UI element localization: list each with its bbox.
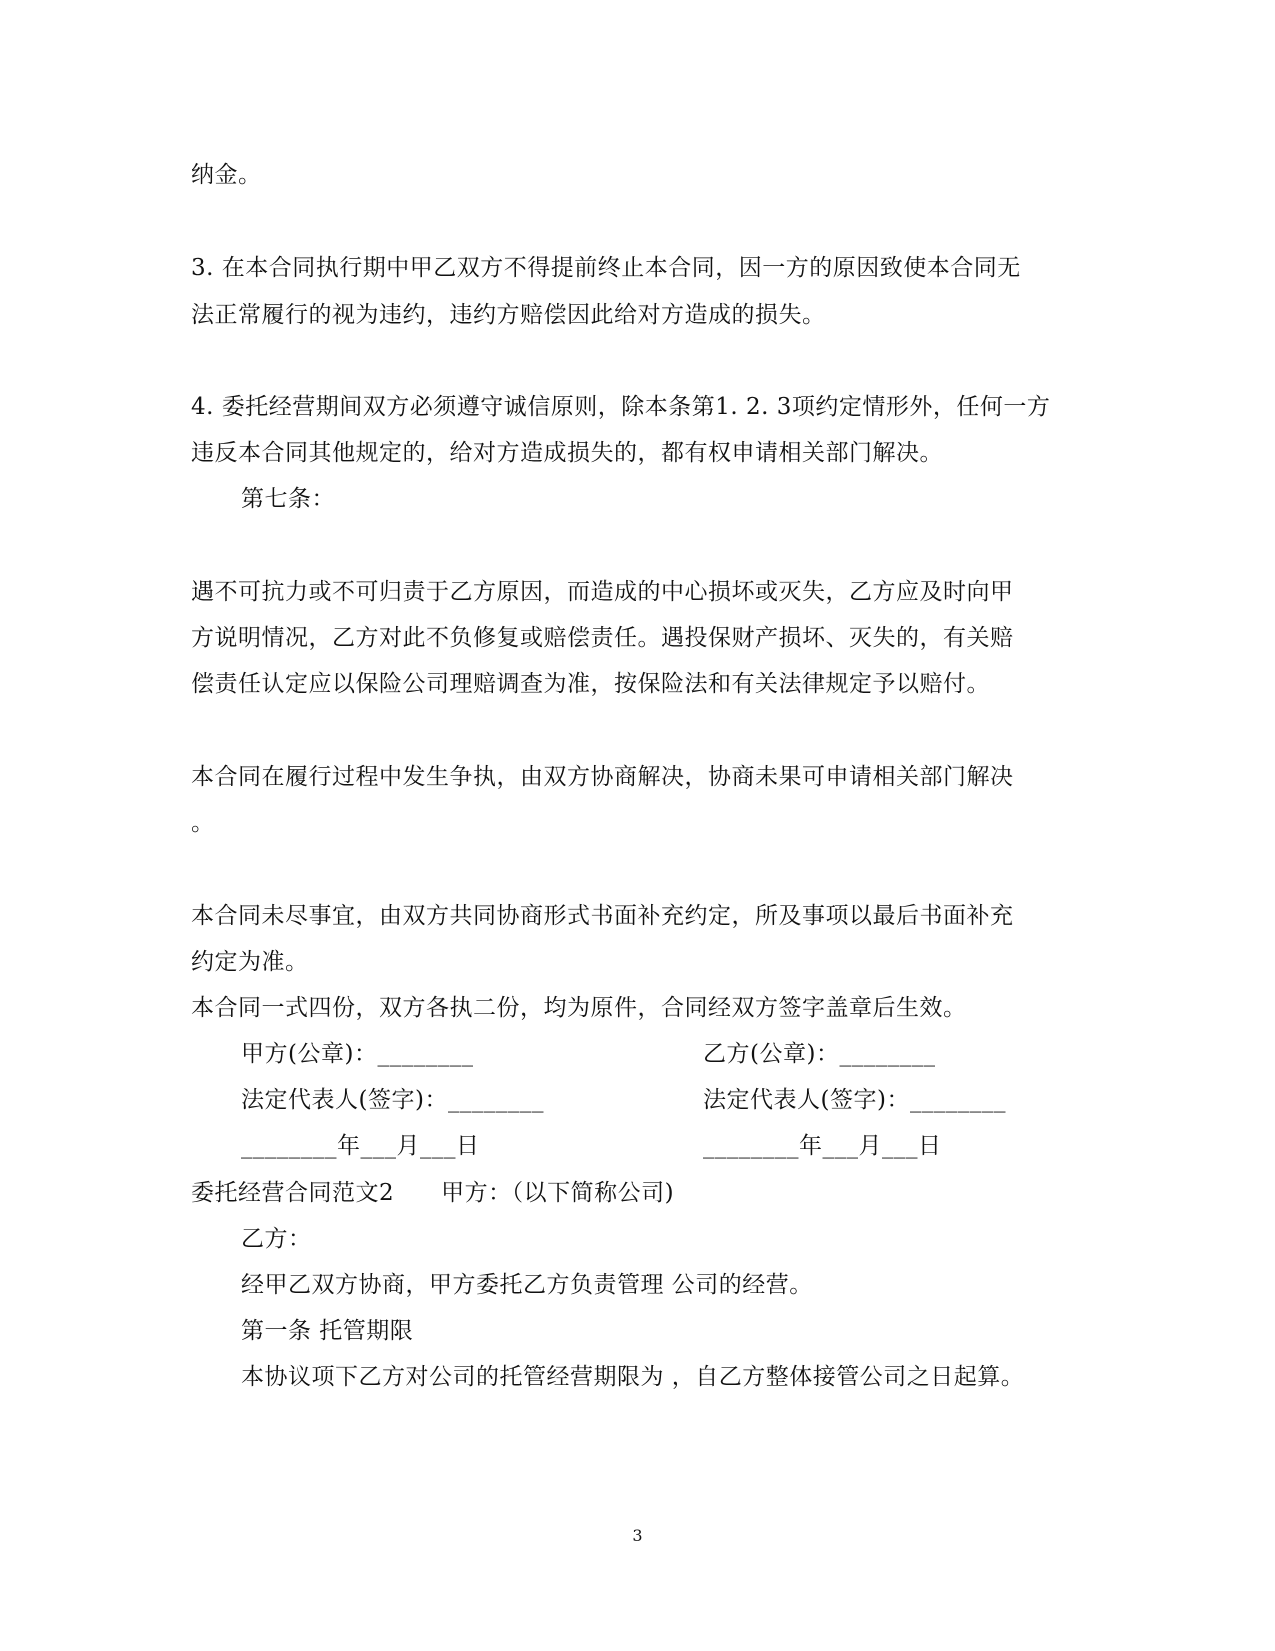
party-b-date: ________年___月___日 [703,1133,942,1159]
clause-3-line-2: 法正常履行的视为违约，违约方赔偿因此给对方造成的损失。 [191,302,826,328]
article-7-heading: 第七条： [241,486,335,512]
copies-line: 本合同一式四份，双方各执二份，均为原件，合同经双方签字盖章后生效。 [191,995,967,1021]
party-b-representative: 法定代表人(签字)：________ [703,1087,1006,1113]
sample-2-article-1-heading: 第一条 托管期限 [241,1318,414,1344]
party-a-seal: 甲方(公章)：________ [241,1041,474,1067]
force-majeure-line-2: 方说明情况，乙方对此不负修复或赔偿责任。遇投保财产损坏、灭失的，有关赔 [191,625,1014,651]
page-number: 3 [632,1526,643,1545]
supplement-line-2: 约定为准。 [191,949,309,975]
clause-4-line-2: 违反本合同其他规定的，给对方造成损失的，都有权申请相关部门解决。 [191,440,943,466]
party-a-date: ________年___月___日 [241,1133,480,1159]
sample-2-article-1-text: 本协议项下乙方对公司的托管经营期限为 ，自乙方整体接管公司之日起算。 [241,1364,1025,1390]
supplement-line-1: 本合同未尽事宜，由双方共同协商形式书面补充约定，所及事项以最后书面补充 [191,903,1014,929]
sample-2-title-line: 委托经营合同范文2 甲方：（以下简称公司) [191,1180,675,1206]
sample-2-intro: 经甲乙双方协商，甲方委托乙方负责管理 公司的经营。 [241,1272,813,1298]
force-majeure-line-3: 偿责任认定应以保险公司理赔调查为准，按保险法和有关法律规定予以赔付。 [191,671,990,697]
clause-3-line-1: 3. 在本合同执行期中甲乙双方不得提前终止本合同，因一方的原因致使本合同无 [191,255,1021,281]
party-a-representative: 法定代表人(签字)：________ [241,1087,544,1113]
dispute-line-2: 。 [191,810,215,836]
force-majeure-line-1: 遇不可抗力或不可归责于乙方原因，而造成的中心损坏或灭失，乙方应及时向甲 [191,579,1014,605]
party-b-seal: 乙方(公章)：________ [703,1041,936,1067]
dispute-line-1: 本合同在履行过程中发生争执，由双方协商解决，协商未果可申请相关部门解决 [191,764,1014,790]
sample-2-party-b: 乙方： [241,1226,312,1252]
clause-4-line-1: 4. 委托经营期间双方必须遵守诚信原则，除本条第1. 2. 3项约定情形外，任何一方 [191,394,1051,420]
paragraph-continuation: 纳金。 [191,162,262,188]
